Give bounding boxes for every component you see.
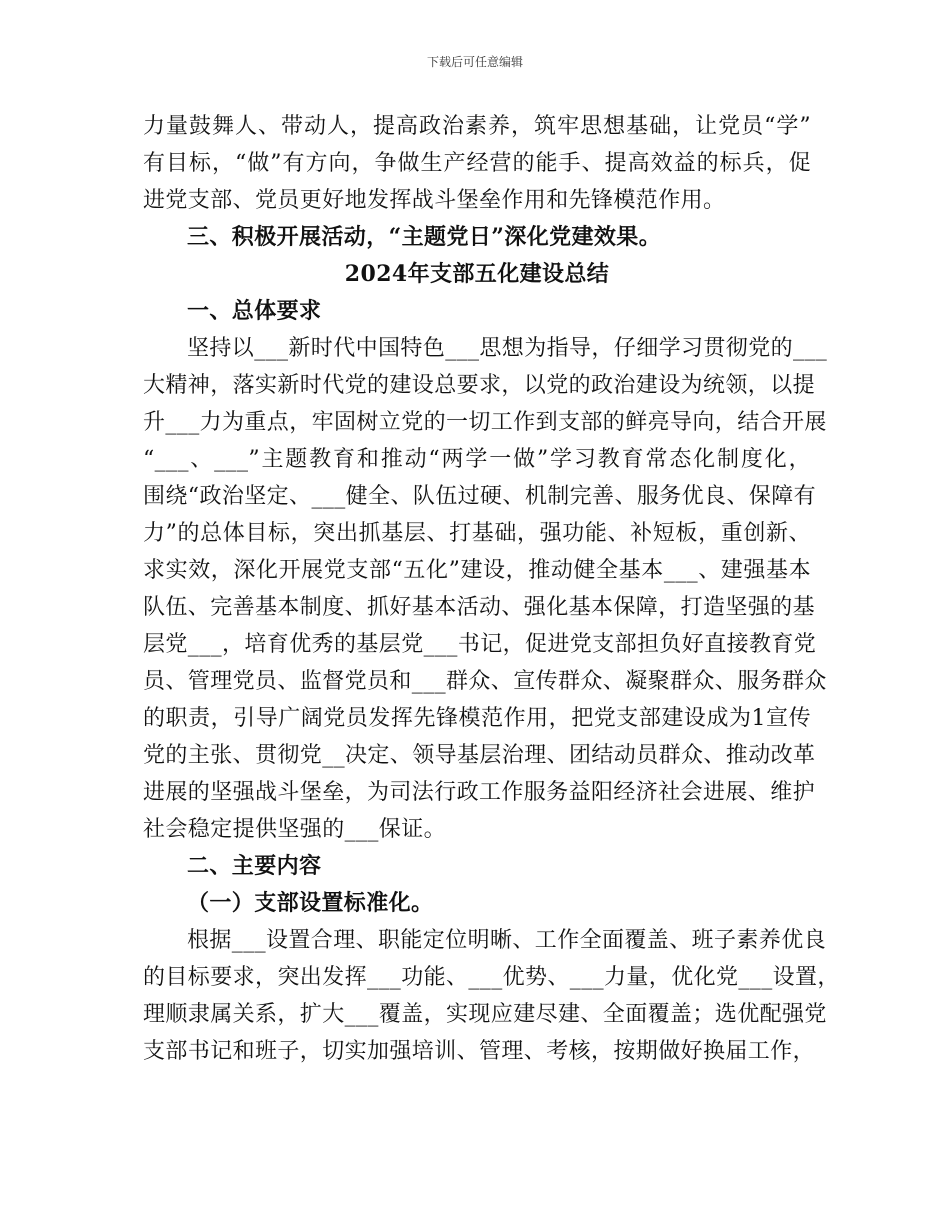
text-line: 根据___设置合理、职能定位明晰、工作全面覆盖、班子素养优良 [187,928,827,953]
page-header: 下载后可任意编辑 [426,55,523,69]
text-line: 社会稳定提供坚强的___保证。 [143,817,447,842]
text-line: 力量鼓舞人、带动人，提高政治素养，筑牢思想基础，让党员“学” [143,114,811,139]
document-title: 2024年支部五化建设总结 [344,261,610,287]
text-line: 有目标，“做”有方向，争做生产经营的能手、提高效益的标兵，促 [143,151,811,176]
text-line: 升___力为重点，牢固树立党的一切工作到支部的鲜亮导向，结合开展 [143,410,827,435]
text-line: 的目标要求，突出发挥___功能、___优势、___力量，优化党___设置， [143,965,840,990]
text-line: 理顺隶属关系，扩大___覆盖，实现应建尽建、全面覆盖；选优配强党 [143,1002,827,1027]
section-heading: 一、总体要求 [187,298,322,324]
text-line: 党的主张、贯彻党__决定、领导基层治理、团结动员群众、推动改革 [143,743,816,768]
section-heading: 二、主要内容 [187,853,322,879]
document-body [143,108,840,1070]
text-line: “___、___”主题教育和推动“两学一做”学习教育常态化制度化， [143,447,811,472]
text-line: 的职责，引导广阔党员发挥先锋模范作用，把党支部建设成为1宣传 [143,706,811,731]
text-line: 队伍、完善基本制度、抓好基本活动、强化基本保障，打造坚强的基 [143,595,816,620]
text-line: 大精神，落实新时代党的建设总要求，以党的政治建设为统领，以提 [143,373,816,398]
section-heading: 三、积极开展活动，“主题党日”深化党建效果。 [187,224,662,250]
text-line: 层党___，培育优秀的基层党___书记，促进党支部担负好直接教育党 [143,632,817,657]
subsection-heading: （一）支部设置标准化。 [187,890,434,916]
text-line: 进党支部、党员更好地发挥战斗堡垒作用和先锋模范作用。 [143,188,726,213]
text-line: 员、管理党员、监督党员和___群众、宣传群众、凝聚群众、服务群众 [143,669,827,694]
text-line: 力”的总体目标，突出抓基层、打基础，强功能、补短板，重创新、 [143,521,811,546]
text-line: 围绕“政治坚定、___健全、队伍过硬、机制完善、服务优良、保障有 [143,484,817,509]
text-line: 坚持以___新时代中国特色___思想为指导，仔细学习贯彻党的___ [187,336,828,361]
text-line: 支部书记和班子，切实加强培训、管理、考核，按期做好换届工作， [143,1039,816,1064]
text-line: 进展的坚强战斗堡垒，为司法行政工作服务益阳经济社会进展、维护 [143,780,816,805]
text-line: 求实效，深化开展党支部“五化”建设，推动健全基本___、建强基本 [143,558,811,583]
